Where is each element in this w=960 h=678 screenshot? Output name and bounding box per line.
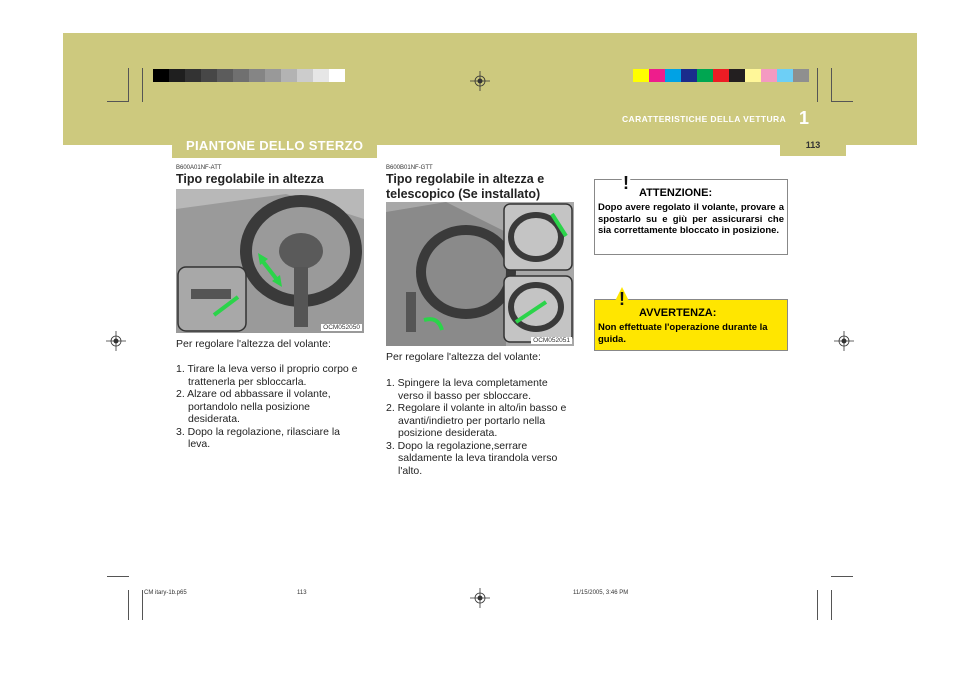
color-swatch bbox=[313, 69, 329, 82]
section-heading-line: Tipo regolabile in altezza e bbox=[386, 172, 545, 186]
section-heading bbox=[386, 172, 576, 202]
crop-mark bbox=[107, 101, 129, 102]
registration-target-icon bbox=[470, 588, 490, 608]
crop-mark bbox=[128, 68, 129, 102]
list-item: 1. Spingere la leva completamente verso il basso per sbloccare. bbox=[386, 377, 548, 402]
color-swatch bbox=[281, 69, 297, 82]
color-swatch bbox=[169, 69, 185, 82]
attention-box bbox=[594, 173, 788, 255]
list-item: 2. Alzare od abbassare il volante, portandolo nella posizione desiderata. bbox=[176, 388, 331, 425]
crop-mark bbox=[831, 101, 853, 102]
section-code: B600A01NF-ATT bbox=[176, 165, 222, 171]
procedure-intro: Per regolare l'altezza del volante: bbox=[176, 338, 331, 350]
svg-text:!: ! bbox=[619, 289, 625, 308]
procedure-intro: Per regolare l'altezza del volante: bbox=[386, 351, 541, 363]
steering-column-telescopic-figure bbox=[386, 202, 574, 346]
section-heading-line: telescopico (Se installato) bbox=[386, 187, 541, 201]
color-swatch bbox=[761, 69, 777, 82]
warning-box bbox=[594, 289, 788, 351]
color-swatch bbox=[233, 69, 249, 82]
color-swatch bbox=[649, 69, 665, 82]
figure-code: OCM052050 bbox=[323, 324, 360, 331]
exclamation-icon bbox=[611, 286, 633, 308]
color-swatch bbox=[681, 69, 697, 82]
crop-mark bbox=[142, 590, 143, 620]
exclamation-icon bbox=[615, 170, 637, 192]
steering-column-height-figure bbox=[176, 189, 364, 333]
list-item: 1. Tirare la leva verso il proprio corpo e trattenerla per sbloccarla. bbox=[176, 363, 358, 388]
footer-datetime: 11/15/2005, 3:46 PM bbox=[573, 590, 629, 596]
registration-target-icon bbox=[106, 331, 126, 351]
warning-text: Non effettuate l'operazione durante la guida. bbox=[598, 322, 768, 345]
color-swatch bbox=[265, 69, 281, 82]
header-band bbox=[63, 33, 917, 145]
color-swatch bbox=[713, 69, 729, 82]
color-swatch bbox=[201, 69, 217, 82]
crop-mark bbox=[817, 68, 818, 102]
footer-page: 113 bbox=[297, 590, 307, 596]
attention-title: ATTENZIONE: bbox=[639, 187, 713, 199]
crop-mark bbox=[817, 590, 818, 620]
crop-mark bbox=[142, 68, 143, 102]
list-item: 3. Dopo la regolazione,serrare saldamente la leva tirandola verso l'alto. bbox=[386, 439, 558, 477]
color-swatch bbox=[777, 69, 793, 82]
color-swatch bbox=[745, 69, 761, 82]
registration-target-icon bbox=[834, 331, 854, 351]
section-title: PIANTONE DELLO STERZO bbox=[172, 134, 377, 158]
section-code: B600B01NF-GTT bbox=[386, 165, 433, 171]
page-number: 113 bbox=[780, 134, 846, 156]
color-swatch bbox=[249, 69, 265, 82]
svg-text:!: ! bbox=[623, 173, 629, 192]
crop-mark bbox=[831, 590, 832, 620]
color-bar-grayscale bbox=[153, 69, 345, 82]
list-item: 2. Regolare il volante in alto/in basso e avanti/indietro per portarlo nella posizione desiderata. bbox=[386, 402, 567, 439]
chapter-number: 1 bbox=[799, 108, 810, 128]
crop-mark bbox=[831, 576, 853, 577]
color-swatch bbox=[217, 69, 233, 82]
warning-title: AVVERTENZA: bbox=[639, 307, 717, 319]
crop-mark bbox=[831, 68, 832, 102]
color-swatch bbox=[297, 69, 313, 82]
procedure-steps bbox=[176, 363, 364, 451]
list-item: 3. Dopo la regolazione, rilasciare la leva. bbox=[176, 425, 341, 450]
color-swatch bbox=[329, 69, 345, 82]
footer-file: CM itary-1b.p65 bbox=[144, 590, 187, 596]
registration-target-icon bbox=[470, 71, 490, 91]
attention-text: Dopo avere regolato il volante, provare a spostarlo su e giù per assicurarsi che sia correttamente bloccato in posizione. bbox=[598, 202, 784, 236]
color-swatch bbox=[153, 69, 169, 82]
crop-mark bbox=[128, 590, 129, 620]
section-heading: Tipo regolabile in altezza bbox=[176, 172, 324, 186]
color-swatch bbox=[697, 69, 713, 82]
chapter-label: CARATTERISTICHE DELLA VETTURA bbox=[622, 114, 787, 124]
color-bar-process bbox=[633, 69, 809, 82]
color-swatch bbox=[729, 69, 745, 82]
figure-code: OCM052051 bbox=[533, 337, 570, 344]
color-swatch bbox=[633, 69, 649, 82]
crop-mark bbox=[107, 576, 129, 577]
color-swatch bbox=[185, 69, 201, 82]
color-swatch bbox=[665, 69, 681, 82]
procedure-steps bbox=[386, 377, 574, 477]
color-swatch bbox=[793, 69, 809, 82]
